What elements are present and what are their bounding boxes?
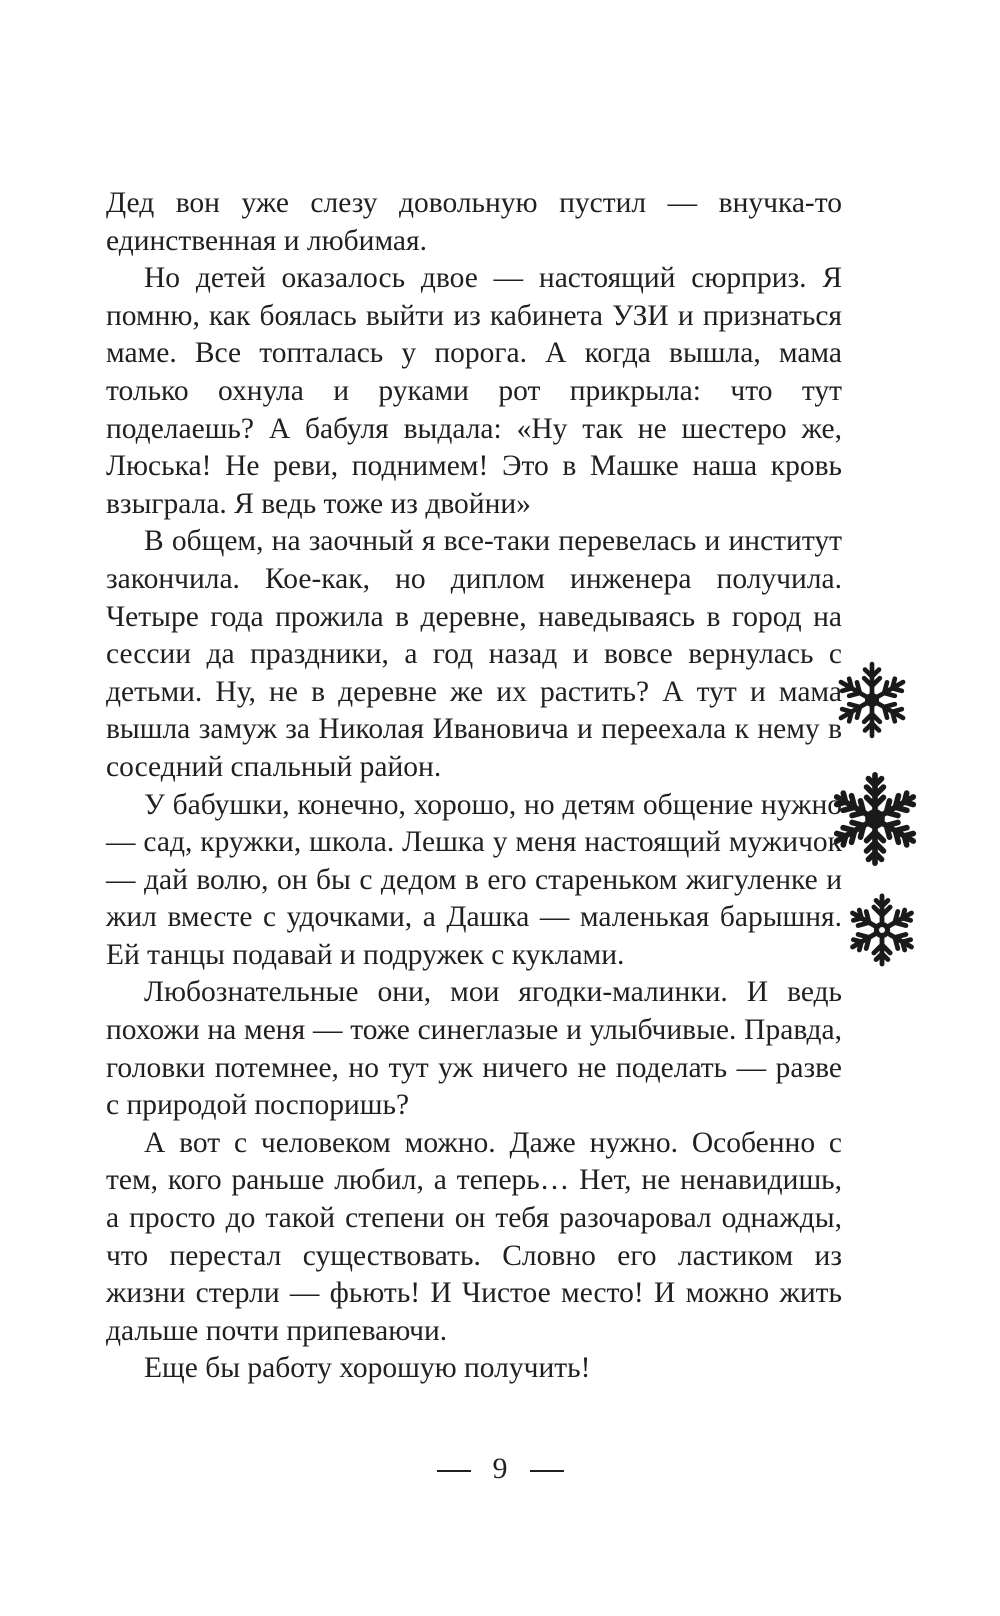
paragraph-5: Любознательные они, мои ягодки-малинки. И ведь похожи на меня — тоже синеглазые и улыбчивые. Правда, головки потемнее, но тут уж ничего не поделать — разве с природой поспоришь? — [106, 976, 842, 1122]
snowflake-icon — [833, 659, 911, 741]
page-footer — [0, 1451, 1000, 1487]
page-number: 9 — [492, 1452, 508, 1485]
folio-dash-right — [530, 1470, 564, 1472]
body-text — [106, 185, 842, 1388]
snowflake-icon — [828, 766, 922, 872]
folio-dash-left — [437, 1470, 471, 1472]
paragraph-1: Дед вон уже слезу довольную пустил — внучка-то единственная и любимая. — [106, 187, 842, 257]
paragraph-3: В общем, на заочный я все-таки перевелась и институт закончила. Кое-как, но диплом инженера получила. Четыре года прожила в деревне, наведываясь в город на сессии да праздники, а год назад и вовсе вернулась с детьми. Ну, не в деревне же их растить? А тут и мама вышла замуж за Николая Ивановича и переехала к нему в соседний спальный район. — [106, 525, 842, 783]
paragraph-2: Но детей оказалось двое — настоящий сюрприз. Я помню, как боялась выйти из кабинета УЗИ и признаться маме. Все топталась у порога. А когда вышла, мама только охнула и руками рот прикрыла: что тут поделаешь? А бабуля выдала: «Ну так не шестеро же, Люська! Не реви, поднимем! Это в Машке наша кровь взыграла. Я ведь тоже из двойни» — [106, 262, 842, 520]
paragraph-4: У бабушки, конечно, хорошо, но детям общение нужно — сад, кружки, школа. Лешка у меня настоящий мужичок — дай волю, он бы с дедом в его стареньком жигуленке и жил вместе с удочками, а Дашка — маленькая барышня. Ей танцы подавай и подружек с куклами. — [106, 788, 842, 971]
paragraph-7: Еще бы работу хорошую получить! — [144, 1352, 591, 1385]
paragraph-6: А вот с человеком можно. Даже нужно. Особенно с тем, кого раньше любил, а теперь… Нет, не ненавидишь, а просто до такой степени он тебя разочаровал однажды, что перестал существовать. Словно его ластиком из жизни стерли — фьють! И Чистое место! И можно жить дальше почти припеваючи. — [106, 1126, 842, 1347]
snowflake-icon — [845, 893, 919, 967]
